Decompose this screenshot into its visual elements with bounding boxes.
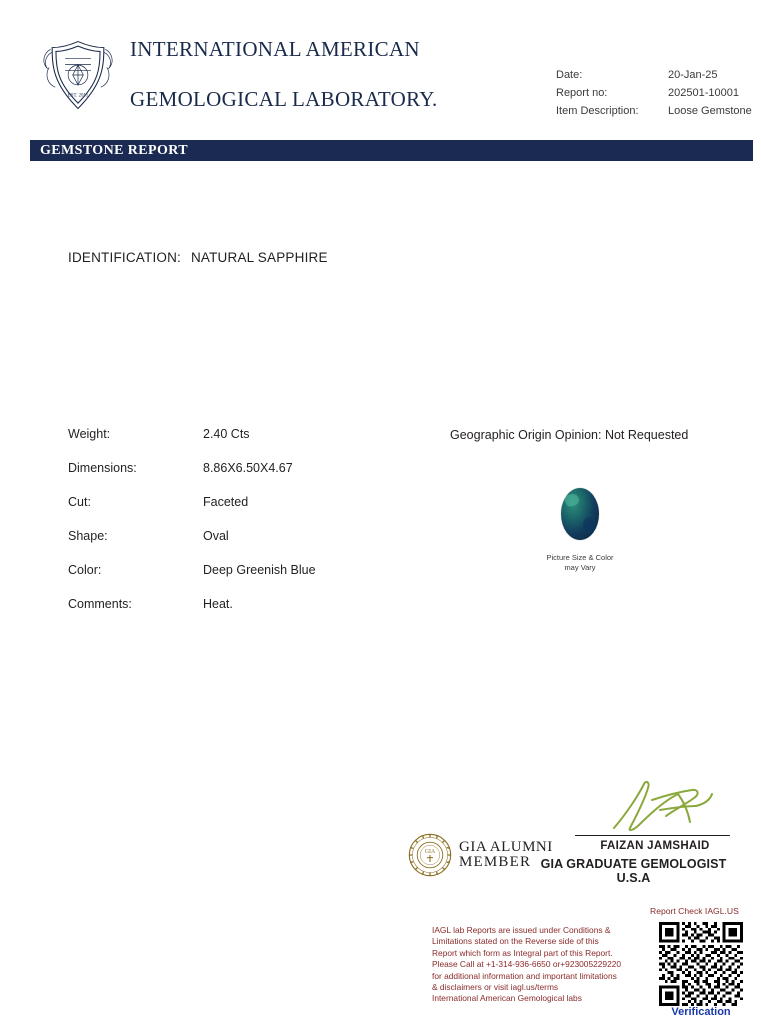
gemstone-photo [561,488,599,540]
property-label-dimensions: Dimensions: [68,461,137,475]
property-label-weight: Weight: [68,427,111,441]
meta-label-date: Date: [556,69,583,81]
gemstone-photo-block [525,488,635,573]
gemstone-photo-caption-line2: may Vary [564,563,596,572]
legal-line-7: International American Gemological labs [432,993,582,1004]
meta-label-item-description: Item Description: [556,105,639,117]
property-value-color: Deep Greenish Blue [203,563,316,577]
legal-disclaimer [432,925,650,1005]
property-value-shape: Oval [203,529,229,543]
meta-row-date [556,66,752,84]
signatory-name: FAIZAN JAMSHAID [600,840,710,852]
signature-rule [575,835,730,836]
meta-value-date: 20-Jan-25 [668,69,718,81]
legal-line-6: & disclaimers or visit iagl.us/terms [432,982,559,993]
meta-row-item-description [556,102,752,120]
property-label-shape: Shape: [68,529,108,543]
lab-name-line2: GEMOLOGICAL LABORATORY. [130,87,438,111]
property-label-comments: Comments: [68,597,132,611]
gemstone-photo-caption [525,553,635,573]
verification-qr-code[interactable] [659,922,743,1006]
gia-badge-line1: GIA ALUMNI [459,839,553,855]
legal-line-2: Limitations stated on the Reverse side of this [432,936,599,947]
gia-badge-text [459,840,553,870]
properties-table [68,427,468,631]
meta-row-report-no [556,84,752,102]
legal-line-3: Report which form as Integral part of this Report. [432,947,613,958]
signatory-title: GIA GRADUATE GEMOLOGIST U.S.A [540,857,727,885]
property-value-weight: 2.40 Cts [203,427,250,441]
verification-label: Verification [671,1006,731,1018]
report-meta [556,66,752,120]
crest-icon [40,37,116,113]
svg-text:GIA: GIA [424,848,436,855]
legal-line-1: IAGL lab Reports are issued under Conditions & [432,925,611,935]
report-header [0,0,761,130]
lab-name-line1: INTERNATIONAL AMERICAN [130,37,420,61]
identification-label: IDENTIFICATION: [68,250,181,265]
property-value-cut: Faceted [203,495,249,509]
property-label-cut: Cut: [68,495,91,509]
report-check-label: Report Check IAGL.US [650,906,739,916]
legal-line-4: Please Call at +1-314-936-6650 or+923005229220 [432,959,622,970]
legal-line-5: for additional information and important limitations [432,970,617,981]
gemstone-photo-caption-line1: Picture Size & Color [546,553,614,562]
meta-label-report-no: Report no: [556,87,608,99]
gia-alumni-badge [408,833,553,877]
signature-scribble-icon [600,780,730,832]
property-label-color: Color: [68,563,102,577]
lab-name [130,12,438,137]
identification-value: NATURAL SAPPHIRE [190,250,328,265]
lab-logo-block [40,12,438,137]
property-row-weight [68,427,468,461]
property-row-color [68,563,468,597]
gia-seal-icon [408,833,452,877]
property-row-comments [68,597,468,631]
meta-value-item-description: Loose Gemstone [668,105,752,117]
property-value-dimensions: 8.86X6.50X4.67 [203,461,293,475]
property-value-comments: Heat. [203,597,233,611]
property-row-shape [68,529,468,563]
gia-badge-line2: MEMBER [459,854,532,870]
property-row-cut [68,495,468,529]
svg-text:EST. 2011: EST. 2011 [67,92,89,98]
gemstone-report-title: GEMSTONE REPORT [40,143,188,158]
meta-value-report-no: 202501-10001 [668,87,739,99]
geographic-origin-opinion: Geographic Origin Opinion: Not Requested [450,428,689,442]
identification-line [68,250,328,265]
gemstone-report-title-bar [30,140,753,161]
property-row-dimensions [68,461,468,495]
